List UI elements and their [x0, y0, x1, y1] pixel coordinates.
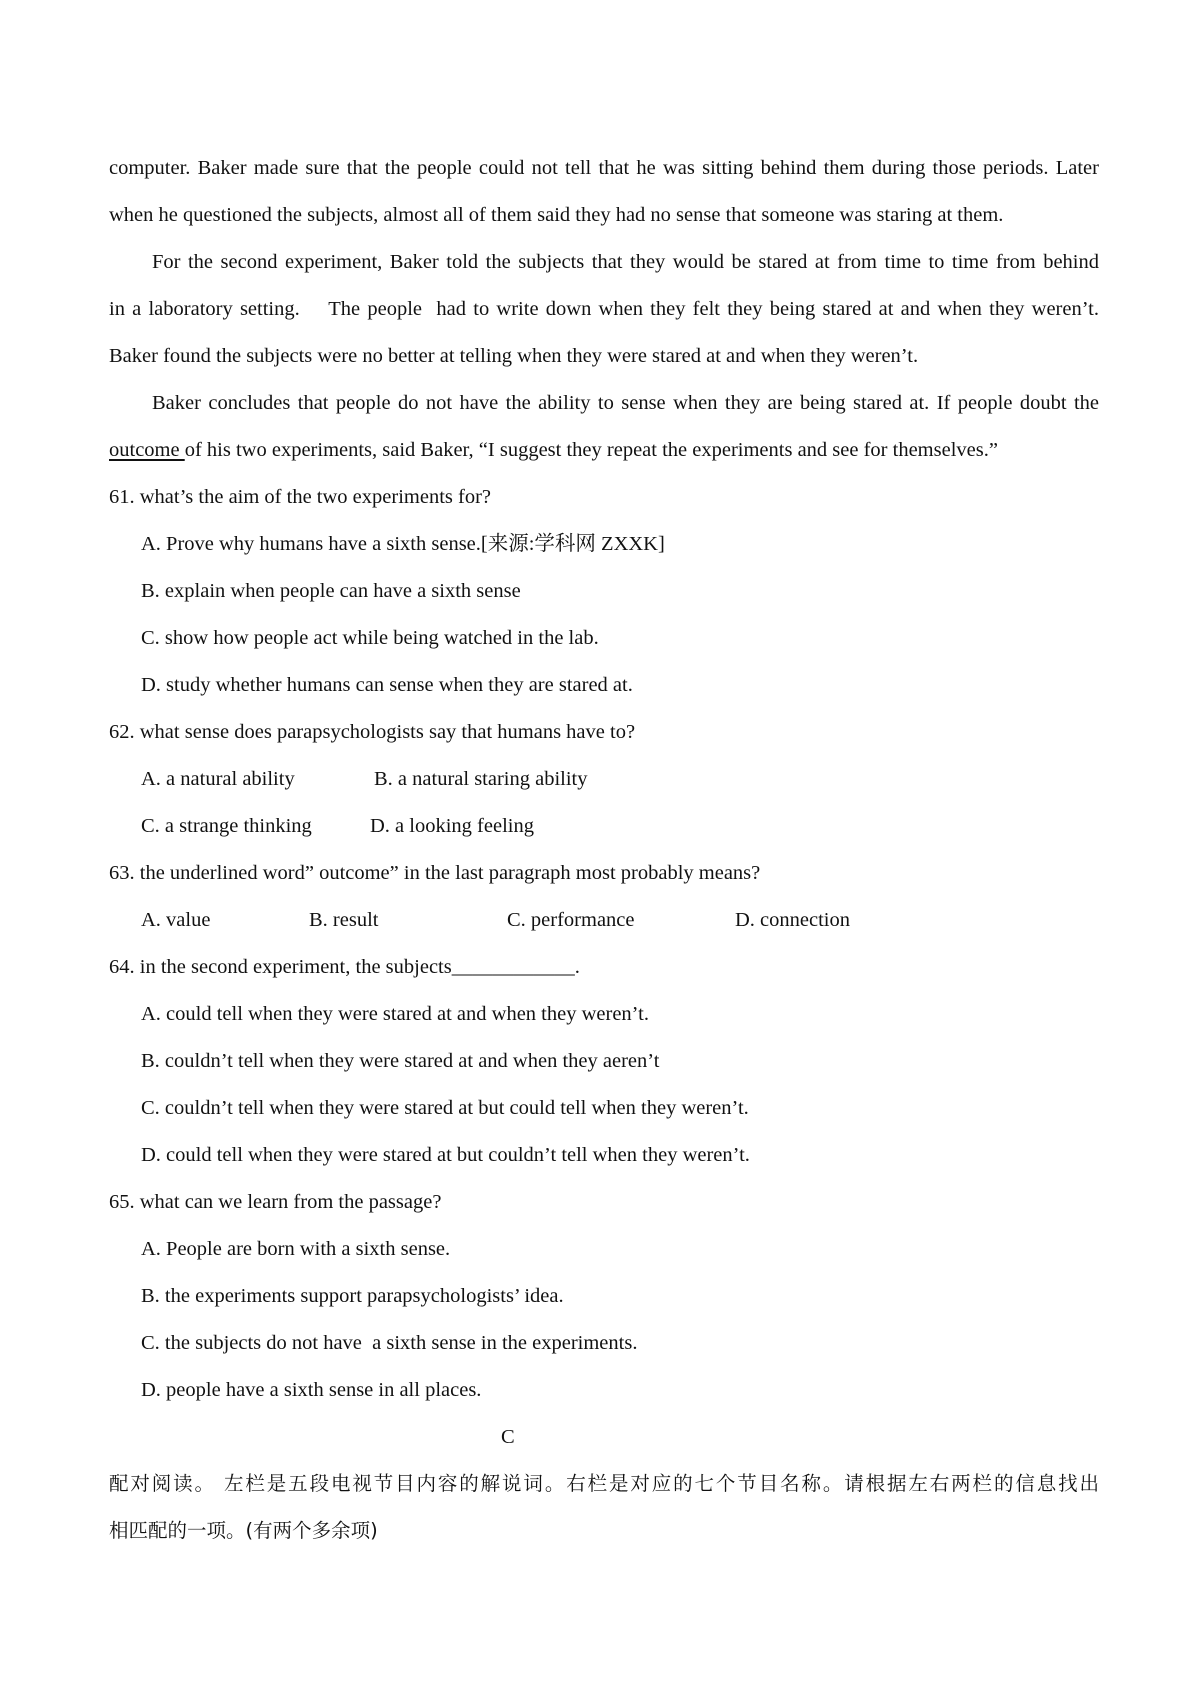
question-61-option-a: A. Prove why humans have a sixth sense.[来源:学科网 ZXXK] [141, 533, 665, 555]
question-61-option-d: D. study whether humans can sense when they are stared at. [141, 674, 633, 696]
question-63-option-c: C. performance [507, 909, 635, 931]
question-64-option-c: C. couldn’t tell when they were stared at but could tell when they weren’t. [141, 1097, 749, 1119]
question-64-option-a: A. could tell when they were stared at and when they weren’t. [141, 1003, 649, 1025]
answer-blank: ____________. [451, 956, 580, 978]
question-64-option-b: B. couldn’t tell when they were stared at and when they aeren’t [141, 1050, 660, 1072]
question-63-stem: 63. the underlined word” outcome” in the last paragraph most probably means? [109, 862, 761, 884]
passage-line: in a laboratory setting. The people had to write down when they felt they being stared at and when they weren’t. [109, 298, 1099, 320]
question-64-option-d: D. could tell when they were stared at but couldn’t tell when they weren’t. [141, 1144, 750, 1166]
question-65-option-c: C. the subjects do not have a sixth sense in the experiments. [141, 1332, 638, 1354]
question-65-option-b: B. the experiments support parapsychologists’ idea. [141, 1285, 564, 1307]
question-62-option-b: B. a natural staring ability [374, 768, 588, 790]
passage-line: when he questioned the subjects, almost all of them said they had no sense that someone was staring at them. [109, 204, 1004, 226]
question-65-option-d: D. people have a sixth sense in all places. [141, 1379, 482, 1401]
question-62-option-d: D. a looking feeling [370, 815, 534, 837]
question-stem-text: 64. in the second experiment, the subjects [109, 956, 452, 978]
passage-line: Baker concludes that people do not have the ability to sense when they are being stared at. If people doubt the [152, 392, 1099, 414]
passage-line: computer. Baker made sure that the people could not tell that he was sitting behind them during those periods. Later [109, 157, 1099, 179]
question-65-option-a: A. People are born with a sixth sense. [141, 1238, 451, 1260]
question-63-option-a: A. value [141, 909, 211, 931]
question-62-option-c: C. a strange thinking [141, 815, 312, 837]
question-65-stem: 65. what can we learn from the passage? [109, 1191, 442, 1213]
underlined-word: outcome [109, 439, 185, 461]
passage-line [109, 437, 998, 463]
section-instruction: 配对阅读。 左栏是五段电视节目内容的解说词。右栏是对应的七个节目名称。请根据左右两栏的信息找出 [109, 1472, 1099, 1495]
question-62-stem: 62. what sense does parapsychologists say that humans have to? [109, 721, 636, 743]
passage-line: Baker found the subjects were no better at telling when they were stared at and when they weren’t. [109, 345, 919, 367]
passage-text: of his two experiments, said Baker, “I suggest they repeat the experiments and see for themselves.” [184, 439, 998, 461]
question-63-option-d: D. connection [735, 909, 850, 931]
section-instruction: 相匹配的一项。(有两个多余项) [109, 1519, 378, 1542]
question-63-option-b: B. result [309, 909, 379, 931]
question-61-option-c: C. show how people act while being watched in the lab. [141, 627, 599, 649]
question-61-option-b: B. explain when people can have a sixth sense [141, 580, 521, 602]
question-61-stem: 61. what’s the aim of the two experiments for? [109, 486, 491, 508]
question-62-option-a: A. a natural ability [141, 768, 295, 790]
section-heading: C [501, 1426, 515, 1448]
passage-line: For the second experiment, Baker told the subjects that they would be stared at from time to time from behind [152, 251, 1099, 273]
question-64-stem [109, 954, 580, 980]
